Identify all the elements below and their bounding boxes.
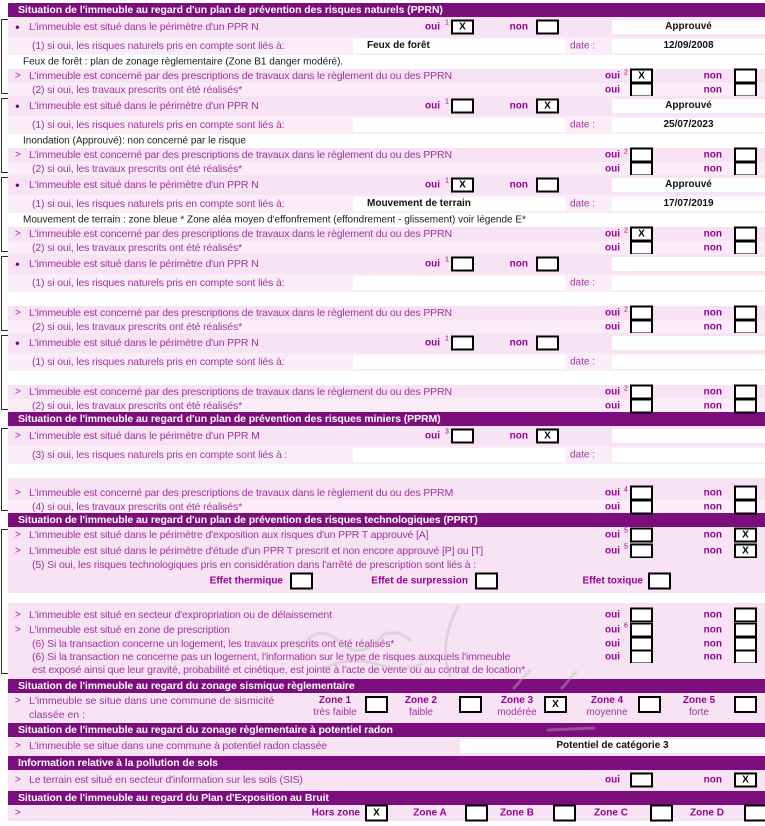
non-label: non (509, 179, 528, 191)
radon-field[interactable]: Potentiel de catégorie 3 (460, 739, 765, 753)
oui-label: oui (605, 487, 620, 499)
section-header-sols: Information relative à la pollution de sols (8, 756, 765, 770)
question-realises: (2) si oui, les travaux prescrits ont été réalisés* (32, 83, 243, 96)
non-label: non (703, 228, 722, 240)
oui-label: oui (605, 84, 620, 95)
row-concerne (8, 227, 765, 241)
row-realises (8, 162, 765, 175)
question-concerne: L'immeuble est concerné par des prescriptions de travaux dans le règlement du ou des PPRN (29, 307, 452, 319)
oui-label: oui (425, 337, 440, 349)
non-label: non (703, 242, 722, 253)
arrow-icon: > (15, 70, 21, 82)
date-label: date : (570, 356, 596, 368)
non-label: non (703, 638, 722, 649)
question-situe: L'immeuble est situé dans le périmètre d'un PPR N (29, 179, 259, 191)
footnote-2: 2 (624, 227, 628, 235)
row-lies (8, 274, 765, 292)
footnote-2: 2 (624, 69, 628, 77)
checkbox-expro-non[interactable] (734, 607, 757, 622)
non-label: non (703, 149, 722, 161)
note-text: Inondation (Approuvé): non concerné par le risque (23, 135, 246, 147)
section-header-pprm: Situation de l'immeuble au regard d'un plan de prévention des risques miniers (PPRM) (8, 412, 765, 426)
zone-4-label: Zone 4 (590, 695, 624, 706)
row-concerne (8, 69, 765, 83)
date-label: date : (570, 277, 596, 289)
footnote-1: 1 (445, 177, 449, 185)
oui-label: oui (605, 501, 620, 512)
zone-3-sublabel: modérée (497, 707, 537, 718)
pprn-block-3 (8, 175, 765, 254)
non-label: non (703, 307, 722, 319)
row-lies (8, 37, 765, 55)
oui-label: oui (605, 400, 620, 411)
question-lies: (1) si oui, les risques naturels pris en compte sont liés à: (32, 198, 285, 210)
radon-question: L'immeuble se situe dans une commune à potentiel radon classée (29, 740, 327, 752)
footnote-4: 4 (624, 486, 628, 494)
checkbox-situe-non[interactable] (536, 336, 559, 351)
checkbox-zone-c[interactable] (650, 805, 673, 822)
date-label: date : (570, 198, 596, 210)
row-lies (8, 116, 765, 134)
checkbox-realises-oui[interactable] (630, 161, 653, 176)
section-header-sismique: Situation de l'immeuble au regard du zonage sismique règlementaire (8, 679, 765, 693)
oui-label: oui (605, 228, 620, 240)
question-realises: (2) si oui, les travaux prescrits ont été réalisés* (32, 241, 243, 254)
arrow-icon: > (15, 545, 21, 556)
row-situe (8, 96, 765, 116)
checkbox-effet-toxique[interactable] (648, 573, 671, 590)
footnote-1: 1 (445, 256, 449, 264)
row-realises (8, 241, 765, 254)
question-realises: (2) si oui, les travaux prescrits ont été réalisés* (32, 162, 243, 175)
question-concerne: L'immeuble est concerné par des prescriptions de travaux dans le règlement du ou des PPRN (29, 149, 452, 161)
checkbox-situe-oui[interactable] (451, 257, 474, 272)
checkbox-situe-non[interactable] (536, 20, 559, 35)
zone-5 (664, 695, 734, 718)
zone-2 (386, 695, 456, 718)
row-6b (8, 650, 765, 663)
question-prescription: L'immeuble est situé en zone de prescription (29, 623, 230, 636)
row-situe (8, 333, 765, 353)
row-peb (8, 805, 765, 821)
non-label: non (703, 545, 722, 556)
question-lies: (1) si oui, les risques naturels pris en compte sont liés à: (32, 277, 285, 289)
arrow-icon: > (15, 430, 21, 442)
checkbox-situe-oui[interactable] (451, 429, 474, 444)
non-label: non (509, 100, 528, 112)
row-situe (8, 254, 765, 274)
row-concerne (8, 385, 765, 399)
checkbox-realises-oui[interactable] (630, 398, 653, 413)
arrow-icon: > (15, 149, 21, 161)
checkbox-realises-oui[interactable] (630, 240, 653, 255)
pprt-block (8, 527, 765, 676)
footnote-2: 2 (624, 385, 628, 393)
date-field[interactable] (612, 448, 765, 462)
zone-2-sublabel: faible (409, 707, 433, 718)
row-situe (8, 17, 765, 37)
checkbox-situe-non[interactable]: X (536, 429, 559, 444)
checkbox-situe-non[interactable]: X (536, 99, 559, 114)
oui-label: oui (605, 321, 620, 332)
zone-a-label: Zone A (413, 807, 447, 819)
checkbox-hors-zone[interactable]: X (365, 805, 388, 822)
status-field[interactable] (612, 336, 765, 350)
checkbox-realises-non[interactable] (734, 319, 757, 334)
non-label: non (703, 609, 722, 620)
oui-label: oui (605, 609, 620, 620)
empty-note-row (16, 593, 765, 603)
row-realises (8, 83, 765, 96)
question-6a: (6) Si la transaction concerne un logement, les travaux prescrits ont été réalisés* (32, 637, 395, 650)
checkbox-expro-oui[interactable] (630, 607, 653, 622)
risk-field[interactable] (353, 355, 565, 369)
arrow-icon: > (15, 624, 21, 635)
zone-3-label: Zone 3 (500, 695, 534, 706)
date-label: date : (570, 119, 596, 131)
checkbox-situe-oui[interactable]: X (451, 178, 474, 193)
row-lies (8, 446, 765, 464)
oui-label: oui (605, 529, 620, 541)
zone-1-sublabel: très faible (313, 707, 357, 718)
non-label: non (703, 501, 722, 512)
date-field[interactable]: 12/09/2008 (612, 39, 765, 53)
footnote-3: 3 (445, 428, 449, 436)
status-field[interactable]: Approuvé (612, 20, 765, 34)
row-realises (8, 320, 765, 333)
zone-5-label: Zone 5 (682, 695, 716, 706)
checkbox-zone-1[interactable] (365, 696, 388, 713)
checkbox-realises-non[interactable] (734, 82, 757, 97)
oui-label: oui (605, 386, 620, 398)
row-concerne (8, 486, 765, 500)
non-label: non (703, 386, 722, 398)
risk-field[interactable] (353, 118, 565, 132)
pprn-block-4 (8, 254, 765, 333)
non-label: non (703, 84, 722, 95)
pprn-block-5 (8, 333, 765, 412)
non-label: non (509, 21, 528, 33)
zone-3 (482, 695, 552, 718)
oui-label: oui (605, 307, 620, 319)
arrow-icon: > (15, 774, 21, 786)
oui-label: oui (605, 545, 620, 556)
row-6c (8, 663, 765, 676)
checkbox-concerne-oui[interactable]: X (630, 69, 653, 84)
question-situe: L'immeuble est situé dans le périmètre d'un PPR N (29, 337, 259, 349)
question-realises: (4) si oui, les travaux prescrits ont été réalisés* (32, 500, 243, 513)
footnote-2: 2 (624, 306, 628, 314)
question-concerne: L'immeuble est concerné par des prescriptions de travaux dans le règlement du ou des PPRN (29, 386, 452, 398)
zone-4-sublabel: moyenne (586, 707, 628, 718)
oui-label: oui (605, 163, 620, 174)
oui-label: oui (605, 651, 620, 662)
checkbox-zone-d[interactable] (744, 805, 765, 822)
oui-label: oui (425, 258, 440, 270)
non-label: non (703, 774, 722, 786)
question-realises: (2) si oui, les travaux prescrits ont été réalisés* (32, 399, 243, 412)
oui-label: oui (425, 21, 440, 33)
note-row (16, 371, 765, 385)
date-field[interactable] (612, 355, 765, 369)
question-lies: (3) si oui, les risques naturels pris en compte sont liés à : (32, 449, 288, 461)
row-effets (8, 571, 765, 591)
question-expo: L'immeuble est situé dans le périmètre d'exposition aux risques d'un PPR T approuvé [A] (29, 529, 429, 541)
oui-label: oui (425, 100, 440, 112)
bullet-icon: ● (15, 259, 20, 269)
checkbox-realises-non[interactable] (734, 499, 757, 514)
oui-label: oui (605, 70, 620, 82)
hors-zone-label: Hors zone (311, 807, 360, 819)
risk-field[interactable]: Feux de forêt (353, 39, 565, 53)
checkbox-prescription-non[interactable] (734, 622, 757, 637)
arrow-icon: > (15, 487, 21, 499)
non-label: non (703, 651, 722, 662)
date-label: date : (570, 449, 596, 461)
arrow-icon: > (15, 228, 21, 240)
row-concerne (8, 148, 765, 162)
sismique-question-line1: L'immeuble se situe dans une commune de sismicité (29, 695, 275, 707)
checkbox-situe-non[interactable] (536, 178, 559, 193)
section-header-pprt: Situation de l'immeuble au regard d'un plan de prévention des risques technologiques (PPRT) (8, 513, 765, 527)
checkbox-zone-3[interactable]: X (544, 696, 567, 713)
sismique-question-line2: classée en : (29, 709, 86, 721)
checkbox-realises-oui[interactable] (630, 82, 653, 97)
footnote-6: 6 (624, 622, 628, 630)
question-situe: L'immeuble est situé dans le périmètre d'un PPR N (29, 21, 259, 33)
row-lies (8, 195, 765, 213)
zone-d-label: Zone D (690, 807, 724, 819)
non-label: non (703, 163, 722, 174)
question-lies: (1) si oui, les risques naturels pris en compte sont liés à: (32, 356, 285, 368)
non-label: non (703, 624, 722, 635)
oui-label: oui (425, 430, 440, 442)
zone-5-sublabel: forte (688, 707, 709, 718)
effet-toxique-label: Effet toxique (582, 575, 643, 587)
question-situe: L'immeuble est situé dans le périmètre d'un PPR N (29, 258, 259, 270)
checkbox-concerne-oui[interactable]: X (630, 227, 653, 242)
row-expo (8, 527, 765, 543)
arrow-icon: > (15, 807, 21, 819)
checkbox-etude-non[interactable]: X (734, 543, 757, 558)
non-label: non (703, 70, 722, 82)
checkbox-zone-5[interactable] (734, 696, 757, 713)
non-label: non (509, 258, 528, 270)
question-6c: est exposé ainsi que leur gravité, probabilité et cinétique, est jointe à l'acte de vente ou au contrat de location* (32, 663, 526, 676)
note-row (16, 55, 765, 69)
checkbox-zone-a[interactable] (465, 805, 488, 822)
zone-b-label: Zone B (500, 807, 534, 819)
note-row (16, 134, 765, 148)
effet-surpression-label: Effet de surpression (371, 575, 468, 587)
row-lies (8, 353, 765, 371)
checkbox-expo-non[interactable]: X (734, 528, 757, 543)
arrow-icon: > (15, 609, 21, 620)
question-expropriation: L'immeuble est situé en secteur d'expropriation ou de délaissement (29, 608, 332, 621)
status-field[interactable] (612, 429, 765, 443)
question-etude: L'immeuble est situé dans le périmètre d'étude d'un PPR T prescrit et non encore approuvé [P] ou [T] (29, 544, 484, 557)
checkbox-sis-non[interactable]: X (734, 773, 757, 788)
arrow-icon: > (15, 695, 21, 707)
status-field[interactable] (612, 257, 765, 271)
question-situe: L'immeuble est situé dans le périmètre d'un PPR M (29, 430, 260, 442)
date-label: date : (570, 40, 596, 52)
checkbox-realises-oui[interactable] (630, 319, 653, 334)
non-label: non (703, 529, 722, 541)
question-situe: L'immeuble est situé dans le périmètre d'un PPR N (29, 100, 259, 112)
question-concerne: L'immeuble est concerné par des prescriptions de travaux dans le règlement du ou des PPRM (29, 487, 454, 499)
bullet-icon: ● (15, 180, 20, 190)
date-field[interactable] (612, 276, 765, 290)
checkbox-prescription-oui[interactable] (630, 622, 653, 637)
date-field[interactable]: 17/07/2019 (612, 197, 765, 211)
checkbox-6b-oui[interactable] (630, 649, 653, 664)
arrow-icon: > (15, 529, 21, 541)
risk-field[interactable]: Mouvement de terrain (353, 197, 565, 211)
bullet-icon: ● (15, 338, 20, 348)
zone-1 (300, 695, 370, 718)
pprn-block-2 (8, 96, 765, 175)
checkbox-zone-b[interactable] (553, 805, 576, 822)
question-6b: (6) Si la transaction ne concerne pas un logement, l'information sur le type de risques auxquels l'immeuble (32, 650, 511, 663)
row-q5 (8, 558, 765, 571)
note-row (16, 464, 765, 478)
row-prescription (8, 622, 765, 637)
checkbox-realises-non[interactable] (734, 161, 757, 176)
non-label: non (703, 487, 722, 499)
oui-label: oui (605, 638, 620, 649)
zone-4 (572, 695, 642, 718)
question-lies: (1) si oui, les risques naturels pris en compte sont liés à: (32, 119, 285, 131)
non-label: non (509, 337, 528, 349)
checkbox-realises-non[interactable] (734, 398, 757, 413)
note-row (16, 213, 765, 227)
section-header-pprn: Situation de l'immeuble au regard d'un plan de prévention des risques naturels (PPRN) (8, 3, 765, 17)
checkbox-zone-2[interactable] (459, 696, 482, 713)
checkbox-effet-thermique[interactable] (290, 573, 313, 590)
arrow-icon: > (15, 307, 21, 319)
question-realises: (2) si oui, les travaux prescrits ont été réalisés* (32, 320, 243, 333)
row-sis (8, 770, 765, 790)
risk-field[interactable] (353, 448, 565, 462)
row-sismique (8, 693, 765, 723)
bullet-icon: ● (15, 101, 20, 111)
arrow-icon: > (15, 740, 21, 752)
question-concerne: L'immeuble est concerné par des prescriptions de travaux dans le règlement du ou des PPRN (29, 228, 452, 240)
non-label: non (703, 400, 722, 411)
status-field[interactable]: Approuvé (612, 178, 765, 192)
row-etude (8, 543, 765, 558)
risk-field[interactable] (353, 276, 565, 290)
oui-label: oui (425, 179, 440, 191)
zone-c-label: Zone C (594, 807, 628, 819)
checkbox-situe-oui[interactable] (451, 99, 474, 114)
footnote-1: 1 (445, 19, 449, 27)
bullet-icon: ● (15, 22, 20, 32)
footnote-5: 5 (624, 543, 628, 551)
section-header-peb: Situation de l'immeuble au regard du Plan d'Exposition au Bruit (8, 791, 765, 805)
sis-question: Le terrain est situé en secteur d'information sur les sols (SIS) (29, 774, 303, 786)
checkbox-effet-surpression[interactable] (475, 573, 498, 590)
footnote-1: 1 (445, 335, 449, 343)
arrow-icon: > (15, 386, 21, 398)
checkbox-sis-oui[interactable] (630, 773, 653, 788)
pprm-block (8, 426, 765, 513)
question-concerne: L'immeuble est concerné par des prescriptions de travaux dans le règlement du ou des PPRN (29, 70, 452, 82)
checkbox-zone-4[interactable] (638, 696, 661, 713)
non-label: non (509, 430, 528, 442)
checkbox-realises-oui[interactable] (630, 499, 653, 514)
zone-2-label: Zone 2 (404, 695, 438, 706)
checkbox-realises-non[interactable] (734, 240, 757, 255)
status-field[interactable]: Approuvé (612, 99, 765, 113)
zone-1-label: Zone 1 (318, 695, 352, 706)
checkbox-6b-non[interactable] (734, 649, 757, 664)
oui-label: oui (605, 624, 620, 635)
note-row (16, 292, 765, 306)
effet-thermique-label: Effet thermique (209, 575, 283, 587)
date-field[interactable]: 25/07/2023 (612, 118, 765, 132)
checkbox-expo-oui[interactable] (630, 528, 653, 543)
note-text: Mouvement de terrain : zone bleue * Zone aléa moyen d'effonfrement (effondrement - glissement) voir légende E* (23, 214, 526, 226)
pprn-block-1 (8, 17, 765, 96)
checkbox-situe-oui[interactable]: X (451, 20, 474, 35)
row-concerne (8, 306, 765, 320)
oui-label: oui (605, 242, 620, 253)
section-header-radon: Situation de l'immeuble au regard du zonage règlementaire à potentiel radon (8, 723, 765, 737)
checkbox-situe-non[interactable] (536, 257, 559, 272)
note-text: Feux de forêt : plan de zonage règlementaire (Zone B1 danger modéré). (23, 56, 344, 68)
footnote-1: 1 (445, 98, 449, 106)
footnote-2: 2 (624, 148, 628, 156)
row-realises (8, 500, 765, 513)
non-label: non (703, 321, 722, 332)
checkbox-situe-oui[interactable] (451, 336, 474, 351)
row-expropriation (8, 607, 765, 622)
checkbox-etude-oui[interactable] (630, 543, 653, 558)
row-realises (8, 399, 765, 412)
row-radon (8, 737, 765, 755)
oui-label: oui (605, 774, 620, 786)
question-5: (5) Si oui, les risques technologiques pris en considération dans l'arrêté de prescription sont liés à : (32, 558, 476, 571)
oui-label: oui (605, 149, 620, 161)
row-situe (8, 175, 765, 195)
footnote-5: 5 (624, 527, 628, 535)
question-lies: (1) si oui, les risques naturels pris en compte sont liés à: (32, 40, 285, 52)
row-situe (8, 426, 765, 446)
